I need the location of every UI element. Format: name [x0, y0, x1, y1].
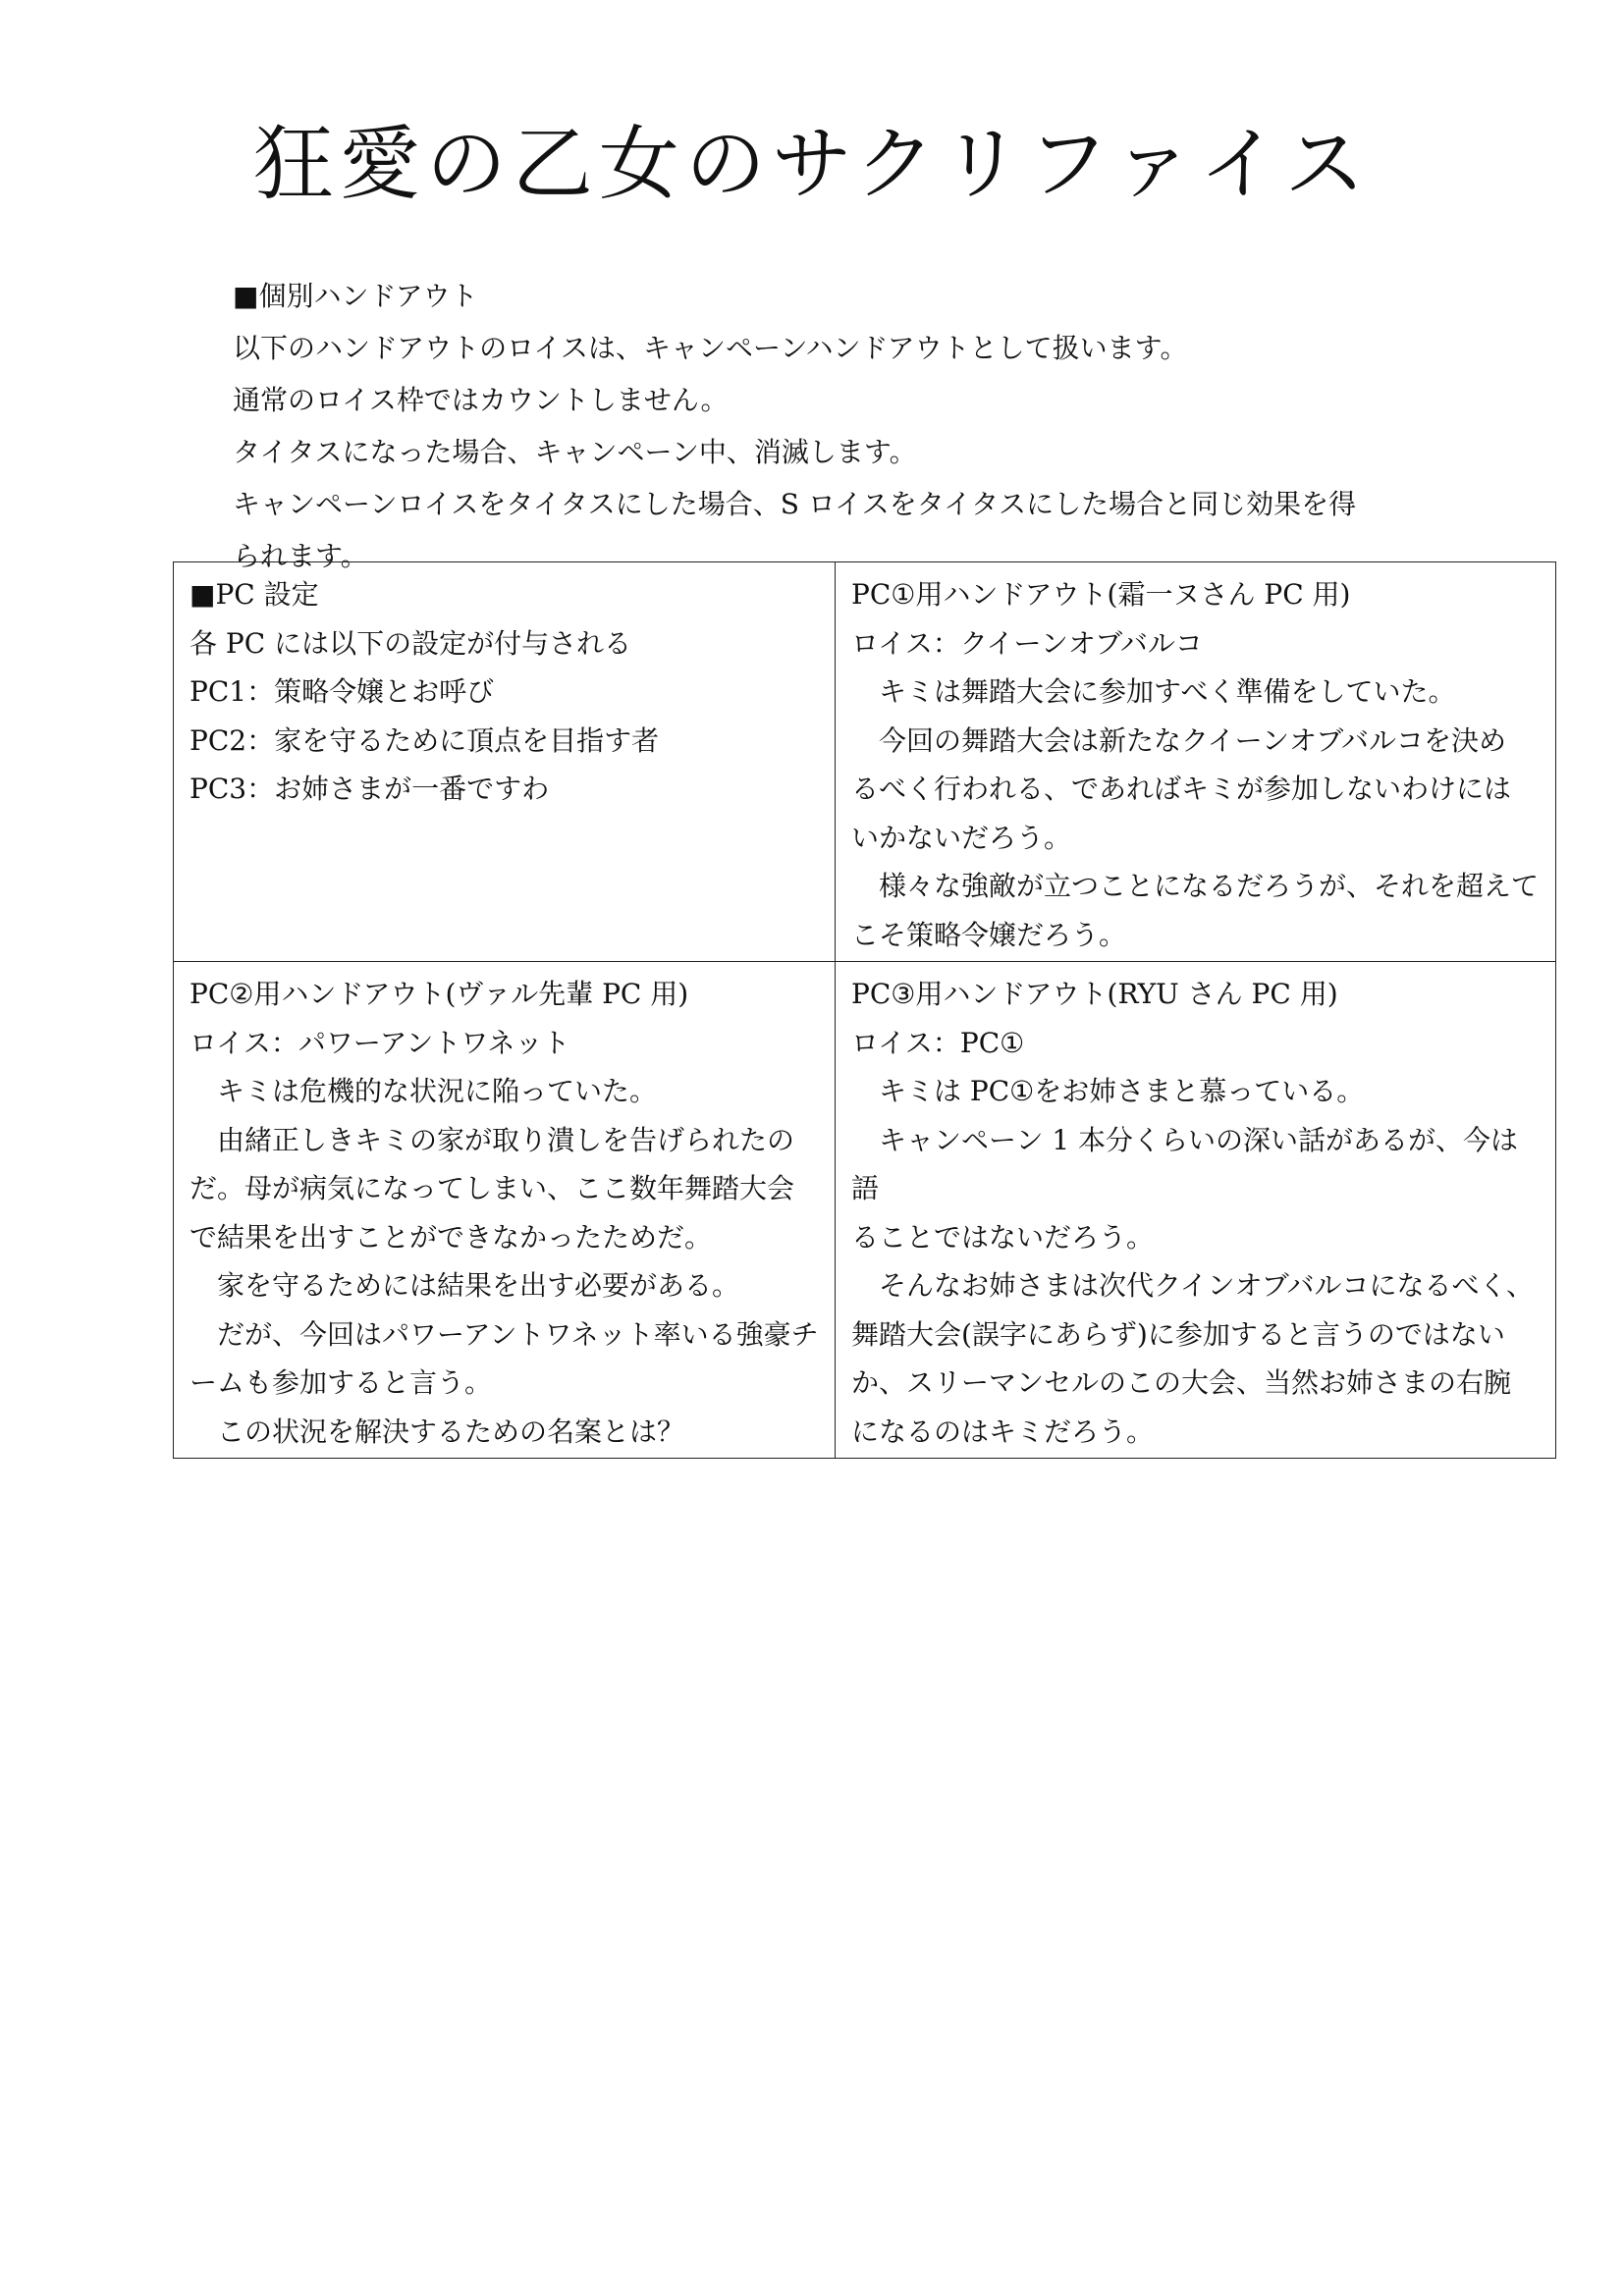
cell-text-line: 様々な強敵が立つことになるだろうが、それを超えて: [851, 870, 1540, 902]
cell-text-line: だ。母が病気になってしまい、ここ数年舞踏大会: [189, 1172, 795, 1204]
cell-text-line: そんなお姉さまは次代クインオブバルコになるべく、: [851, 1269, 1534, 1302]
cell-text-line: 今回の舞踏大会は新たなクイーンオブバルコを決め: [851, 723, 1506, 757]
intro-line: 通常のロイス枠ではカウントしません。: [233, 384, 729, 416]
intro-section: [233, 270, 1411, 582]
table-row: [174, 962, 1556, 1459]
cell-text-line: PC1：策略令嬢とお呼び: [189, 675, 495, 708]
cell-text-line: 由緒正しきキミの家が取り潰しを告げられたの: [189, 1123, 795, 1156]
pc3-handout-cell: [836, 962, 1556, 1459]
intro-heading: ■個別ハンドアウト: [233, 280, 478, 312]
intro-line: タイタスになった場合、キャンペーン中、消滅します。: [233, 436, 917, 468]
pc3-handout-heading: PC③用ハンドアウト(RYU さん PC 用): [851, 978, 1338, 1010]
cell-text-line: 各 PC には以下の設定が付与される: [189, 626, 632, 660]
cell-text-line: だが、今回はパワーアントワネット率いる強豪チ: [189, 1317, 819, 1351]
handout-table: [173, 561, 1556, 1459]
cell-text-line: か、スリーマンセルのこの大会、当然お姉さまの右腕: [851, 1366, 1512, 1399]
pc2-handout-cell: [174, 962, 836, 1459]
pc1-handout-heading: PC①用ハンドアウト(霜一ヌさん PC 用): [851, 578, 1351, 611]
cell-text-line: で結果を出すことができなかったためだ。: [189, 1220, 713, 1254]
cell-text-line: キミは舞踏大会に参加すべく準備をしていた。: [851, 675, 1456, 708]
table-row: [174, 562, 1556, 962]
cell-text-line: キミは危機的な状況に陥っていた。: [189, 1075, 658, 1107]
cell-text-line: PC3：お姉さまが一番ですわ: [189, 773, 550, 805]
cell-text-line: ームも参加すると言う。: [189, 1366, 493, 1399]
pc1-handout-cell: [836, 562, 1556, 962]
cell-text-line: PC2：家を守るために頂点を目指す者: [189, 723, 660, 757]
intro-line: られます。: [233, 540, 368, 572]
intro-line: 以下のハンドアウトのロイスは、キャンペーンハンドアウトとして扱います。: [233, 332, 1188, 364]
cell-text-line: ることではないだろう。: [851, 1220, 1155, 1254]
cell-text-line: キャンペーン 1 本分くらいの深い話があるが、今は語: [851, 1123, 1519, 1204]
cell-text-line: になるのはキミだろう。: [851, 1415, 1155, 1448]
cell-text-line: この状況を解決するための名案とは？: [189, 1415, 685, 1448]
cell-text-line: るべく行われる、であればキミが参加しないわけには: [851, 773, 1512, 805]
pc-settings-cell: [174, 562, 836, 962]
cell-text-line: ロイス：PC①: [851, 1026, 1025, 1059]
cell-text-line: ロイス：パワーアントワネット: [189, 1026, 570, 1059]
cell-text-line: キミは PC①をお姉さまと慕っている。: [851, 1075, 1365, 1107]
document-title: 狂愛の乙女のサクリファイス: [252, 118, 1372, 211]
cell-text-line: いかないだろう。: [851, 821, 1072, 854]
cell-text-line: こそ策略令嬢だろう。: [851, 918, 1127, 951]
cell-text-line: 家を守るためには結果を出す必要がある。: [189, 1269, 740, 1302]
cell-text-line: 舞踏大会(誤字にあらず)に参加すると言うのではない: [851, 1317, 1505, 1351]
intro-line: キャンペーンロイスをタイタスにした場合、S ロイスをタイタスにした場合と同じ効果を得: [233, 488, 1357, 520]
cell-text-line: ロイス：クイーンオブバルコ: [851, 626, 1203, 660]
pc-settings-heading: ■PC 設定: [189, 578, 319, 611]
pc2-handout-heading: PC②用ハンドアウト(ヴァル先輩 PC 用): [189, 978, 689, 1010]
